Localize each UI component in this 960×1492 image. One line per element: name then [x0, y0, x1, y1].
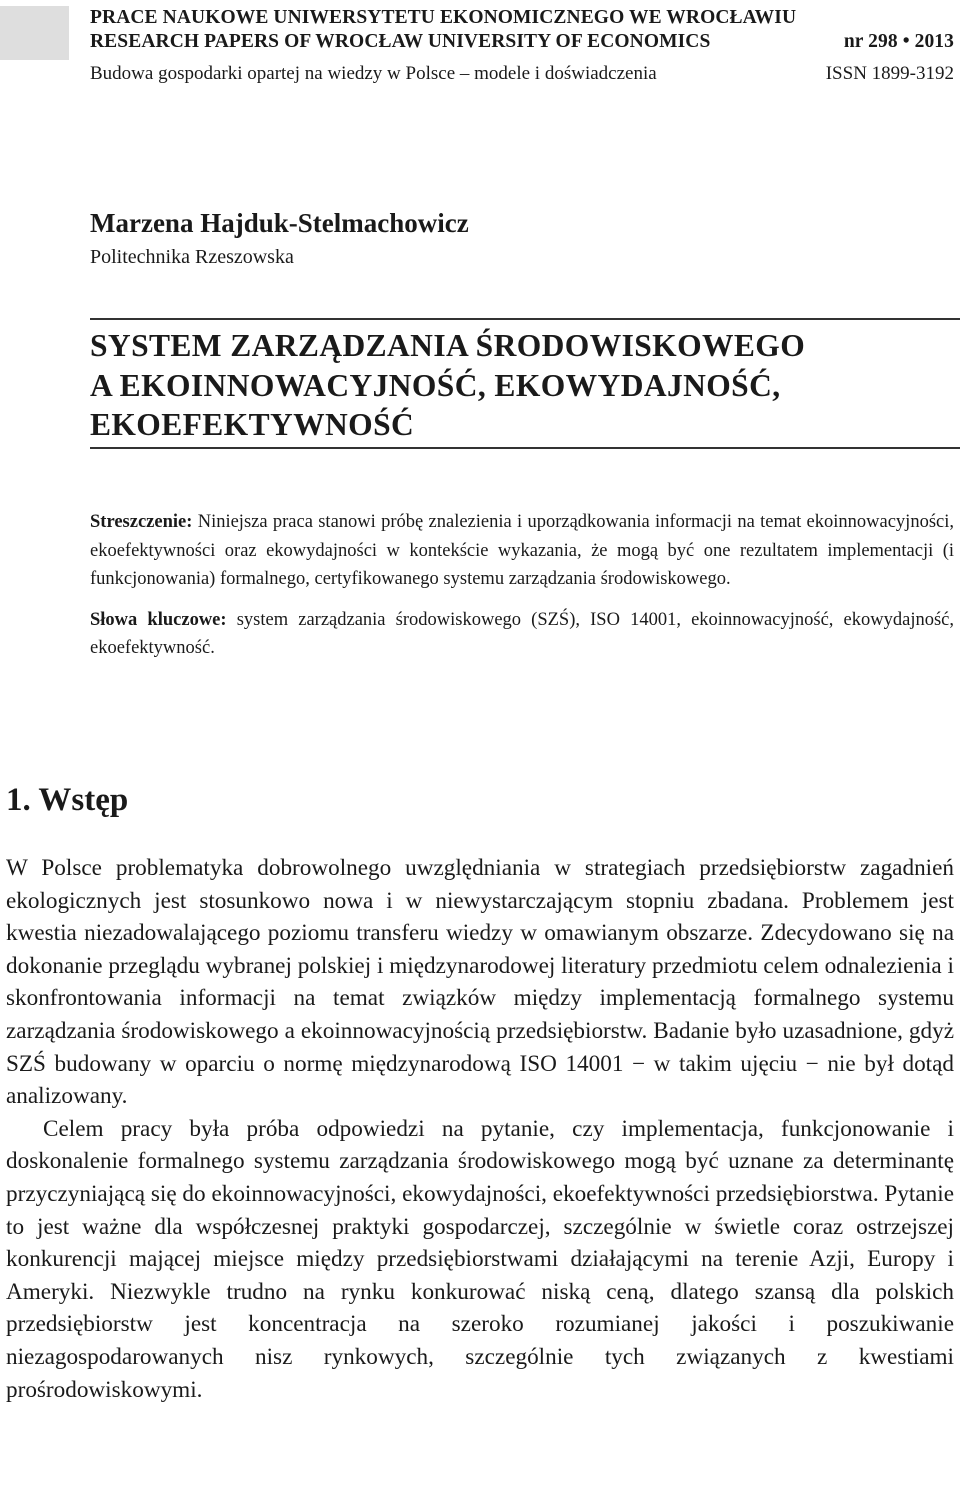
header-grey-block — [0, 6, 69, 60]
keywords — [90, 606, 954, 663]
journal-name-en: RESEARCH PAPERS OF WROCŁAW UNIVERSITY OF ECONOMICS — [90, 31, 711, 52]
title-rule-bottom — [90, 447, 960, 449]
abstract — [90, 508, 954, 594]
author-affiliation: Politechnika Rzeszowska — [90, 246, 294, 268]
journal-header — [90, 6, 954, 86]
section-body — [6, 852, 954, 1406]
author-block — [90, 206, 469, 270]
body-paragraph: Celem pracy była próba odpowiedzi na pytanie, czy implementacja, funkcjonowanie i doskonalenie formalnego systemu zarządzania środowiskowego mogą być uznane za determinantę przyczyniającą się do ekoinnowacyjności, ekowydajności, ekoefektywności przedsiębiorstwa. Pytanie to jest ważne dla współczesnej praktyki gospodarczej, szczególnie w świetle coraz ostrzejszej konkurencji mającej miejsce między przedsiębiorstwami działającymi na terenie Azji, Europy i Ameryki. Niezwykle trudno na rynku konkurować niską ceną, dlatego szansą dla polskich przedsiębiorstw jest koncentracja na szeroko rozumianej jakości i poszukiwanie niezagospodarowanych nisz rynkowych, szczególnie tych związanych z kwestiami prośrodowiskowymi. — [6, 1115, 954, 1403]
title-rule-top — [90, 318, 960, 320]
series-title: Budowa gospodarki opartej na wiedzy w Polsce – modele i doświadczenia — [90, 63, 657, 84]
paper-title — [90, 326, 805, 445]
keywords-label: Słowa kluczowe: — [90, 609, 227, 630]
title-line: SYSTEM ZARZĄDZANIA ŚRODOWISKOWEGO — [90, 328, 806, 363]
journal-name-pl: PRACE NAUKOWE UNIWERSYTETU EKONOMICZNEGO WE WROCŁAWIU — [90, 7, 797, 28]
issn: ISSN 1899-3192 — [825, 63, 954, 84]
body-paragraph: W Polsce problematyka dobrowolnego uwzględniania w strategiach przedsiębiorstw zagadnień ekologicznych jest stosunkowo nowa i w niewystarczającym stopniu zbadana. Problemem jest kwestia niezadowalającego poziomu transferu wiedzy w omawianym obszarze. Zdecydowano się na dokonanie przeglądu wybranej polskiej i międzynarodowej literatury przedmiotu celem odnalezienia i skonfrontowania informacji na temat związków między implementacją formalnego systemu zarządzania środowiskowego a ekoinnowacyjnością przedsiębiorstw. Badanie było uzasadnione, gdyż SZŚ budowany w oparciu o normę międzynarodową ISO 14001 − w takim ujęciu − nie był dotąd analizowany. — [6, 855, 954, 1110]
keywords-text: system zarządzania środowiskowego (SZŚ), ISO 14001, ekoinnowacyjność, ekowydajność, ekoefektywność. — [90, 609, 955, 658]
issue-number: nr 298 • 2013 — [843, 31, 954, 52]
abstract-block — [90, 508, 954, 663]
section-heading: 1. Wstęp — [6, 782, 129, 818]
abstract-text: Niniejsza praca stanowi próbę znalezienia i uporządkowania informacji na temat ekoinnowacyjności, ekoefektywności oraz ekowydajności w kontekście wykazania, że mogą być one rezultatem implementacji (i funkcjonowania) formalnego, certyfikowanego systemu zarządzania środowiskowego. — [90, 512, 955, 589]
abstract-label: Streszczenie: — [90, 512, 193, 532]
author-name: Marzena Hajduk-Stelmachowicz — [90, 208, 469, 238]
title-line: A EKOINNOWACYJNOŚĆ, EKOWYDAJNOŚĆ, — [90, 367, 781, 403]
title-line: EKOEFEKTYWNOŚĆ — [90, 407, 415, 442]
